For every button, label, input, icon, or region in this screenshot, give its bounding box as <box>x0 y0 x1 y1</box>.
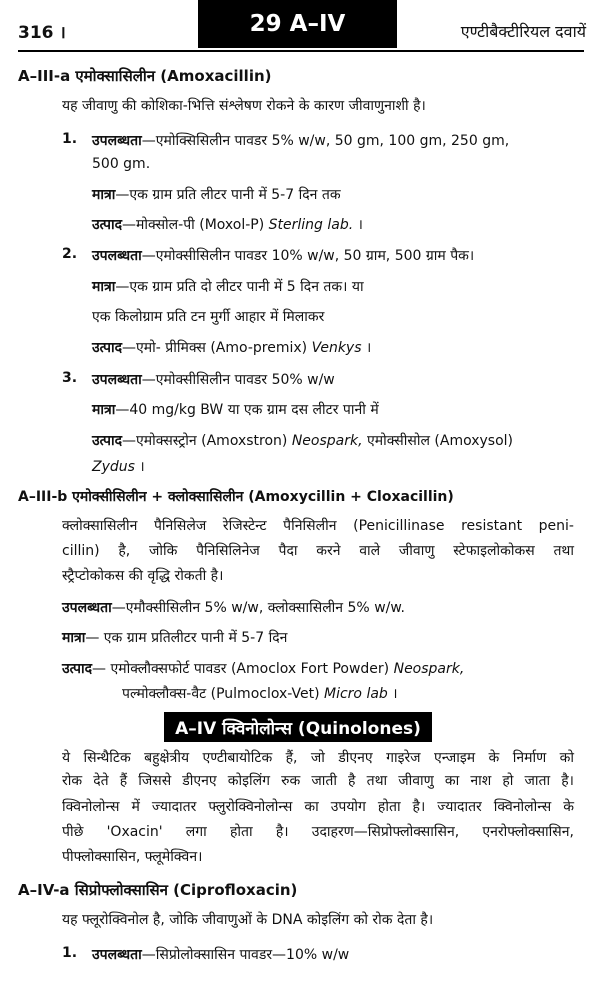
paragraph-line: क्लोक्सासिलीन पैनिसिलेज रेजिस्टेन्ट पैनिसिलीन (Penicillinase resistant peni- <box>62 518 574 534</box>
page-number: 316 । <box>18 23 66 43</box>
product-line <box>62 659 464 678</box>
availability-text: —एमौक्सीसिलीन 5% w/w, क्लोक्सासिलीन 5% w/w. <box>111 600 405 616</box>
dose-line <box>92 185 341 204</box>
product-end: । <box>134 459 145 475</box>
paragraph-line: cillin) है, जोकि पैनिसिलिनेज पैदा करने वाले जीवाणु स्टेफाइलोकोकस तथा <box>62 543 574 559</box>
label-product: उत्पाद <box>92 433 123 449</box>
dose-line <box>62 628 287 647</box>
section-heading-ciprofloxacin: A–IV-a सिप्रोफ्लोक्सासिन (Ciprofloxacin) <box>18 881 298 899</box>
item-number: 2. <box>62 246 78 262</box>
label-availability: उपलब्धता <box>62 600 112 616</box>
availability-line <box>92 131 509 150</box>
availability-line <box>92 945 349 964</box>
availability-text: —एमोक्सिसिलीन पावडर 5% w/w, 50 gm, 100 gm, 250 gm, <box>141 133 510 149</box>
manufacturer: Neospark, <box>291 433 363 449</box>
paragraph-line: ये सिन्थैटिक बहुक्षेत्रीय एण्टीबायोटिक हैं, जो डीएनए गाइरेज एन्जाइम के निर्माण को <box>62 750 574 766</box>
chapter-tab <box>198 0 397 48</box>
manufacturer: Zydus <box>92 459 135 475</box>
product-line-cont <box>92 457 145 476</box>
paragraph-intro: यह फ्लूरोक्विनोल है, जोकि जीवाणुओं के DNA कोइलिंग को रोक देता है। <box>62 912 434 928</box>
product-text-cont: एमोक्सीसोल (Amoxysol) <box>362 433 514 449</box>
item-number: 1. <box>62 131 78 147</box>
label-dose: मात्रा <box>92 402 116 418</box>
dose-text: —40 mg/kg BW या एक ग्राम दस लीटर पानी में <box>115 402 379 418</box>
product-line <box>92 215 363 234</box>
section-banner-label: A–IV क्विनोलोन्स (Quinolones) <box>175 718 421 739</box>
availability-line <box>62 598 405 617</box>
product-text: —मोक्सोल-पी (Moxol-P) <box>122 217 269 233</box>
manufacturer: Sterling lab. <box>268 217 354 233</box>
running-title: एण्टीबैक्टीरियल दवायें <box>460 22 586 41</box>
product-end: । <box>361 340 372 356</box>
product-text: —एमो- प्रीमिक्स (Amo-premix) <box>122 340 312 356</box>
product-end: । <box>387 686 398 702</box>
paragraph-line: पीफ्लोक्सासिन, फ्लूमेक्विन। <box>62 849 203 865</box>
paragraph-line: रोक देते हैं जिससे डीएनए कोइलिंग रुक जाती है तथा जीवाणु का नाश हो जाता है। <box>62 773 574 789</box>
label-dose: मात्रा <box>62 630 86 646</box>
availability-line <box>92 246 474 265</box>
availability-text: —एमोक्सीसिलीन पावडर 10% w/w, 50 ग्राम, 500 ग्राम पैक। <box>141 248 475 264</box>
product-text: — एमोक्लौक्सफोर्ट पावडर (Amoclox Fort Powder) <box>92 661 394 677</box>
item-number: 1. <box>62 945 78 961</box>
label-dose: मात्रा <box>92 187 116 203</box>
availability-text: —एमोक्सीसिलीन पावडर 50% w/w <box>141 372 335 388</box>
product-line <box>92 338 371 357</box>
section-heading-amoxacillin: A–III-a एमोक्सासिलीन (Amoxacillin) <box>18 67 272 85</box>
dose-line-cont: एक किलोग्राम प्रति टन मुर्गी आहार में मिलाकर <box>92 309 325 325</box>
availability-line-cont: 500 gm. <box>92 156 151 172</box>
dose-text: — एक ग्राम प्रतिलीटर पानी में 5-7 दिन <box>85 630 288 646</box>
label-availability: उपलब्धता <box>92 248 142 264</box>
label-availability: उपलब्धता <box>92 947 142 963</box>
label-availability: उपलब्धता <box>92 372 142 388</box>
product-end: । <box>353 217 363 233</box>
dose-text: —एक ग्राम प्रति दो लीटर पानी में 5 दिन तक। या <box>115 279 364 295</box>
label-availability: उपलब्धता <box>92 133 142 149</box>
chapter-label: 29 A–IV <box>249 11 346 37</box>
dose-line <box>92 277 364 296</box>
section-heading-amoxycillin-cloxacillin: A–III-b एमोक्सीसिलीन + क्लोक्सासिलीन (Amoxycillin + Cloxacillin) <box>18 489 454 505</box>
manufacturer: Micro lab <box>324 686 388 702</box>
paragraph-line: पीछे 'Oxacin' लगा होता है। उदाहरण—सिप्रोफ्लोक्सासिन, एनरोफ्लोक्सासिन, <box>62 824 574 840</box>
manufacturer: Neospark, <box>393 661 465 677</box>
label-product: उत्पाद <box>62 661 93 677</box>
product-line-cont <box>122 684 398 703</box>
manufacturer: Venkys <box>311 340 362 356</box>
dose-text: —एक ग्राम प्रति लीटर पानी में 5-7 दिन तक <box>115 187 341 203</box>
paragraph-intro: यह जीवाणु की कोशिका-भित्ति संश्लेषण रोकने के कारण जीवाणुनाशी है। <box>62 98 426 114</box>
section-banner-quinolones <box>164 712 432 742</box>
availability-text: —सिप्रोलोक्सासिन पावडर—10% w/w <box>141 947 350 963</box>
item-number: 3. <box>62 370 78 386</box>
header-rule <box>18 50 584 52</box>
paragraph-line: क्विनोलोन्स में ज्यादातर फ्लुरोक्विनोलोन्स का उपयोग होता है। ज्यादातर क्विनोलोन्स के <box>62 799 574 815</box>
label-product: उत्पाद <box>92 217 123 233</box>
label-product: उत्पाद <box>92 340 123 356</box>
product-text: —एमोक्सस्ट्रोन (Amoxstron) <box>122 433 292 449</box>
label-dose: मात्रा <box>92 279 116 295</box>
product-line <box>92 431 513 450</box>
dose-line <box>92 400 379 419</box>
product-text: पल्मोक्लौक्स-वैट (Pulmoclox-Vet) <box>122 686 324 702</box>
paragraph-line: स्ट्रैप्टोकोकस की वृद्धि रोकती है। <box>62 568 224 584</box>
availability-line <box>92 370 335 389</box>
